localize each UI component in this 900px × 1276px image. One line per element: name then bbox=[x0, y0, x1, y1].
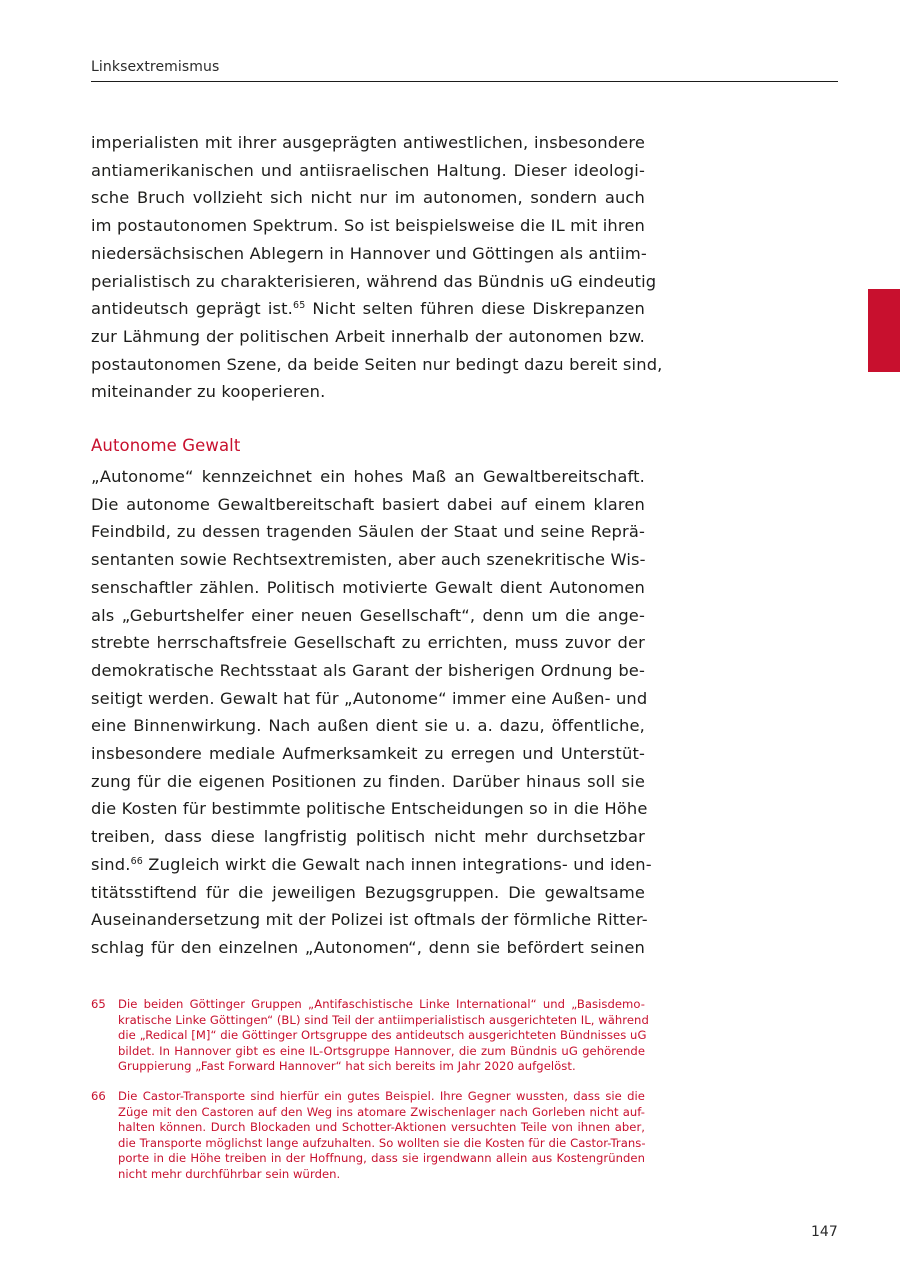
footnote-line: Gruppierung „Fast Forward Hannover“ hat sich bereits im Jahr 2020 aufgelöst. bbox=[118, 1059, 576, 1074]
footnote-line: Die beiden Göttinger Gruppen „Antifaschistische Linke International“ und „Basisdemo- bbox=[118, 997, 645, 1011]
text-line: titätsstiftend für die jeweiligen Bezugsgruppen. Die gewaltsame bbox=[91, 882, 645, 902]
section-heading: Autonome Gewalt bbox=[91, 436, 241, 455]
footnote-number: 66 bbox=[91, 1089, 106, 1103]
text-line: insbesondere mediale Aufmerksamkeit zu erregen und Unterstüt- bbox=[91, 744, 645, 764]
text-line: Feindbild, zu dessen tragenden Säulen der Staat und seine Reprä- bbox=[91, 522, 645, 542]
text-line: sentanten sowie Rechtsextremisten, aber auch szenekritische Wis- bbox=[91, 550, 646, 570]
footnote-line: die Transporte möglichst lange aufzuhalten. So wollten sie die Kosten für die Castor-Trans- bbox=[118, 1135, 646, 1150]
text-line: als „Geburtshelfer einer neuen Gesellschaft“, denn um die ange- bbox=[91, 605, 645, 625]
body-paragraph-2 bbox=[91, 463, 652, 962]
footnote-line: Die Castor-Transporte sind hierfür ein gutes Beispiel. Ihre Gegner wussten, dass sie die bbox=[118, 1089, 645, 1103]
text-line: im postautonomen Spektrum. So ist beispielsweise die IL mit ihren bbox=[91, 216, 645, 236]
text-line: miteinander zu kooperieren. bbox=[91, 382, 326, 402]
footnote-line: die „Redical [M]“ die Göttinger Ortsgruppe des antideutsch ausgerichteten Bündnisses uG bbox=[118, 1028, 647, 1043]
footnote-65 bbox=[91, 997, 649, 1075]
text-fragment: Zugleich wirkt die Gewalt nach innen integrations- und iden- bbox=[142, 854, 652, 874]
page-number: 147 bbox=[811, 1224, 838, 1240]
text-line: schlag für den einzelnen „Autonomen“, denn sie befördert seinen bbox=[91, 937, 645, 957]
footnote-line: bildet. In Hannover gibt es eine IL-Ortsgruppe Hannover, die zum Bündnis uG gehörende bbox=[118, 1043, 645, 1058]
text-line: imperialisten mit ihrer ausgeprägten antiwestlichen, insbesondere bbox=[91, 133, 645, 152]
text-line: Auseinandersetzung mit der Polizei ist oftmals der förmliche Ritter- bbox=[91, 910, 648, 930]
text-line: sche Bruch vollzieht sich nicht nur im autonomen, sondern auch bbox=[91, 188, 645, 208]
text-fragment: Nicht selten führen diese Diskrepanzen bbox=[305, 299, 645, 319]
text-line: senschaftler zählen. Politisch motivierte Gewalt dient Autonomen bbox=[91, 577, 645, 597]
chapter-thumb-tab bbox=[868, 289, 900, 372]
header-rule bbox=[91, 81, 838, 82]
body-paragraph-1 bbox=[91, 129, 663, 406]
footnote-text bbox=[118, 997, 649, 1075]
text-line: seitigt werden. Gewalt hat für „Autonome“ immer eine Außen- und bbox=[91, 688, 648, 708]
text-line: zur Lähmung der politischen Arbeit innerhalb der autonomen bzw. bbox=[91, 326, 645, 346]
text-line: antiamerikanischen und antiisraelischen Haltung. Dieser ideologi- bbox=[91, 160, 645, 180]
running-header: Linksextremismus bbox=[91, 59, 220, 75]
footnote-line: nicht mehr durchführbar sein würden. bbox=[118, 1166, 341, 1181]
footnote-line: kratische Linke Göttingen“ (BL) sind Teil der antiimperialistisch ausgerichteten IL, während bbox=[118, 1012, 649, 1027]
footnote-line: Züge mit den Castoren auf den Weg ins atomare Zwischenlager nach Gorleben nicht auf- bbox=[118, 1104, 645, 1119]
text-fragment: sind. bbox=[91, 854, 131, 874]
footnote-number: 65 bbox=[91, 997, 106, 1011]
text-line: niedersächsischen Ablegern in Hannover und Göttingen als antiim- bbox=[91, 243, 647, 263]
text-line bbox=[91, 851, 652, 879]
footnote-line: porte in die Höhe treiben in der Hoffnung, dass sie irgendwann allein aus Kostengründen bbox=[118, 1151, 645, 1166]
text-line: strebte herrschaftsfreie Gesellschaft zu errichten, muss zuvor der bbox=[91, 633, 645, 653]
text-line: demokratische Rechtsstaat als Garant der bisherigen Ordnung be- bbox=[91, 660, 645, 680]
text-line bbox=[91, 295, 645, 323]
footnote-ref-65[interactable]: 65 bbox=[293, 300, 306, 312]
text-line: zung für die eigenen Positionen zu finden. Darüber hinaus soll sie bbox=[91, 771, 645, 791]
text-line: perialistisch zu charakterisieren, während das Bündnis uG eindeutig bbox=[91, 271, 657, 291]
text-line: „Autonome“ kennzeichnet ein hohes Maß an Gewaltbereitschaft. bbox=[91, 467, 645, 486]
text-line: treiben, dass diese langfristig politisch nicht mehr durchsetzbar bbox=[91, 827, 645, 847]
footnote-ref-66[interactable]: 66 bbox=[130, 855, 143, 867]
text-line: die Kosten für bestimmte politische Entscheidungen so in die Höhe bbox=[91, 799, 648, 819]
footnote-line: halten können. Durch Blockaden und Schotter-Aktionen versuchten Teile von ihnen aber, bbox=[118, 1120, 645, 1135]
text-line: Die autonome Gewaltbereitschaft basiert dabei auf einem klaren bbox=[91, 494, 645, 514]
footnote-text bbox=[118, 1089, 645, 1183]
text-line: eine Binnenwirkung. Nach außen dient sie u. a. dazu, öffentliche, bbox=[91, 716, 645, 736]
footnote-66 bbox=[91, 1089, 645, 1183]
text-fragment: antideutsch geprägt ist. bbox=[91, 299, 294, 319]
text-line: postautonomen Szene, da beide Seiten nur bedingt dazu bereit sind, bbox=[91, 354, 663, 374]
